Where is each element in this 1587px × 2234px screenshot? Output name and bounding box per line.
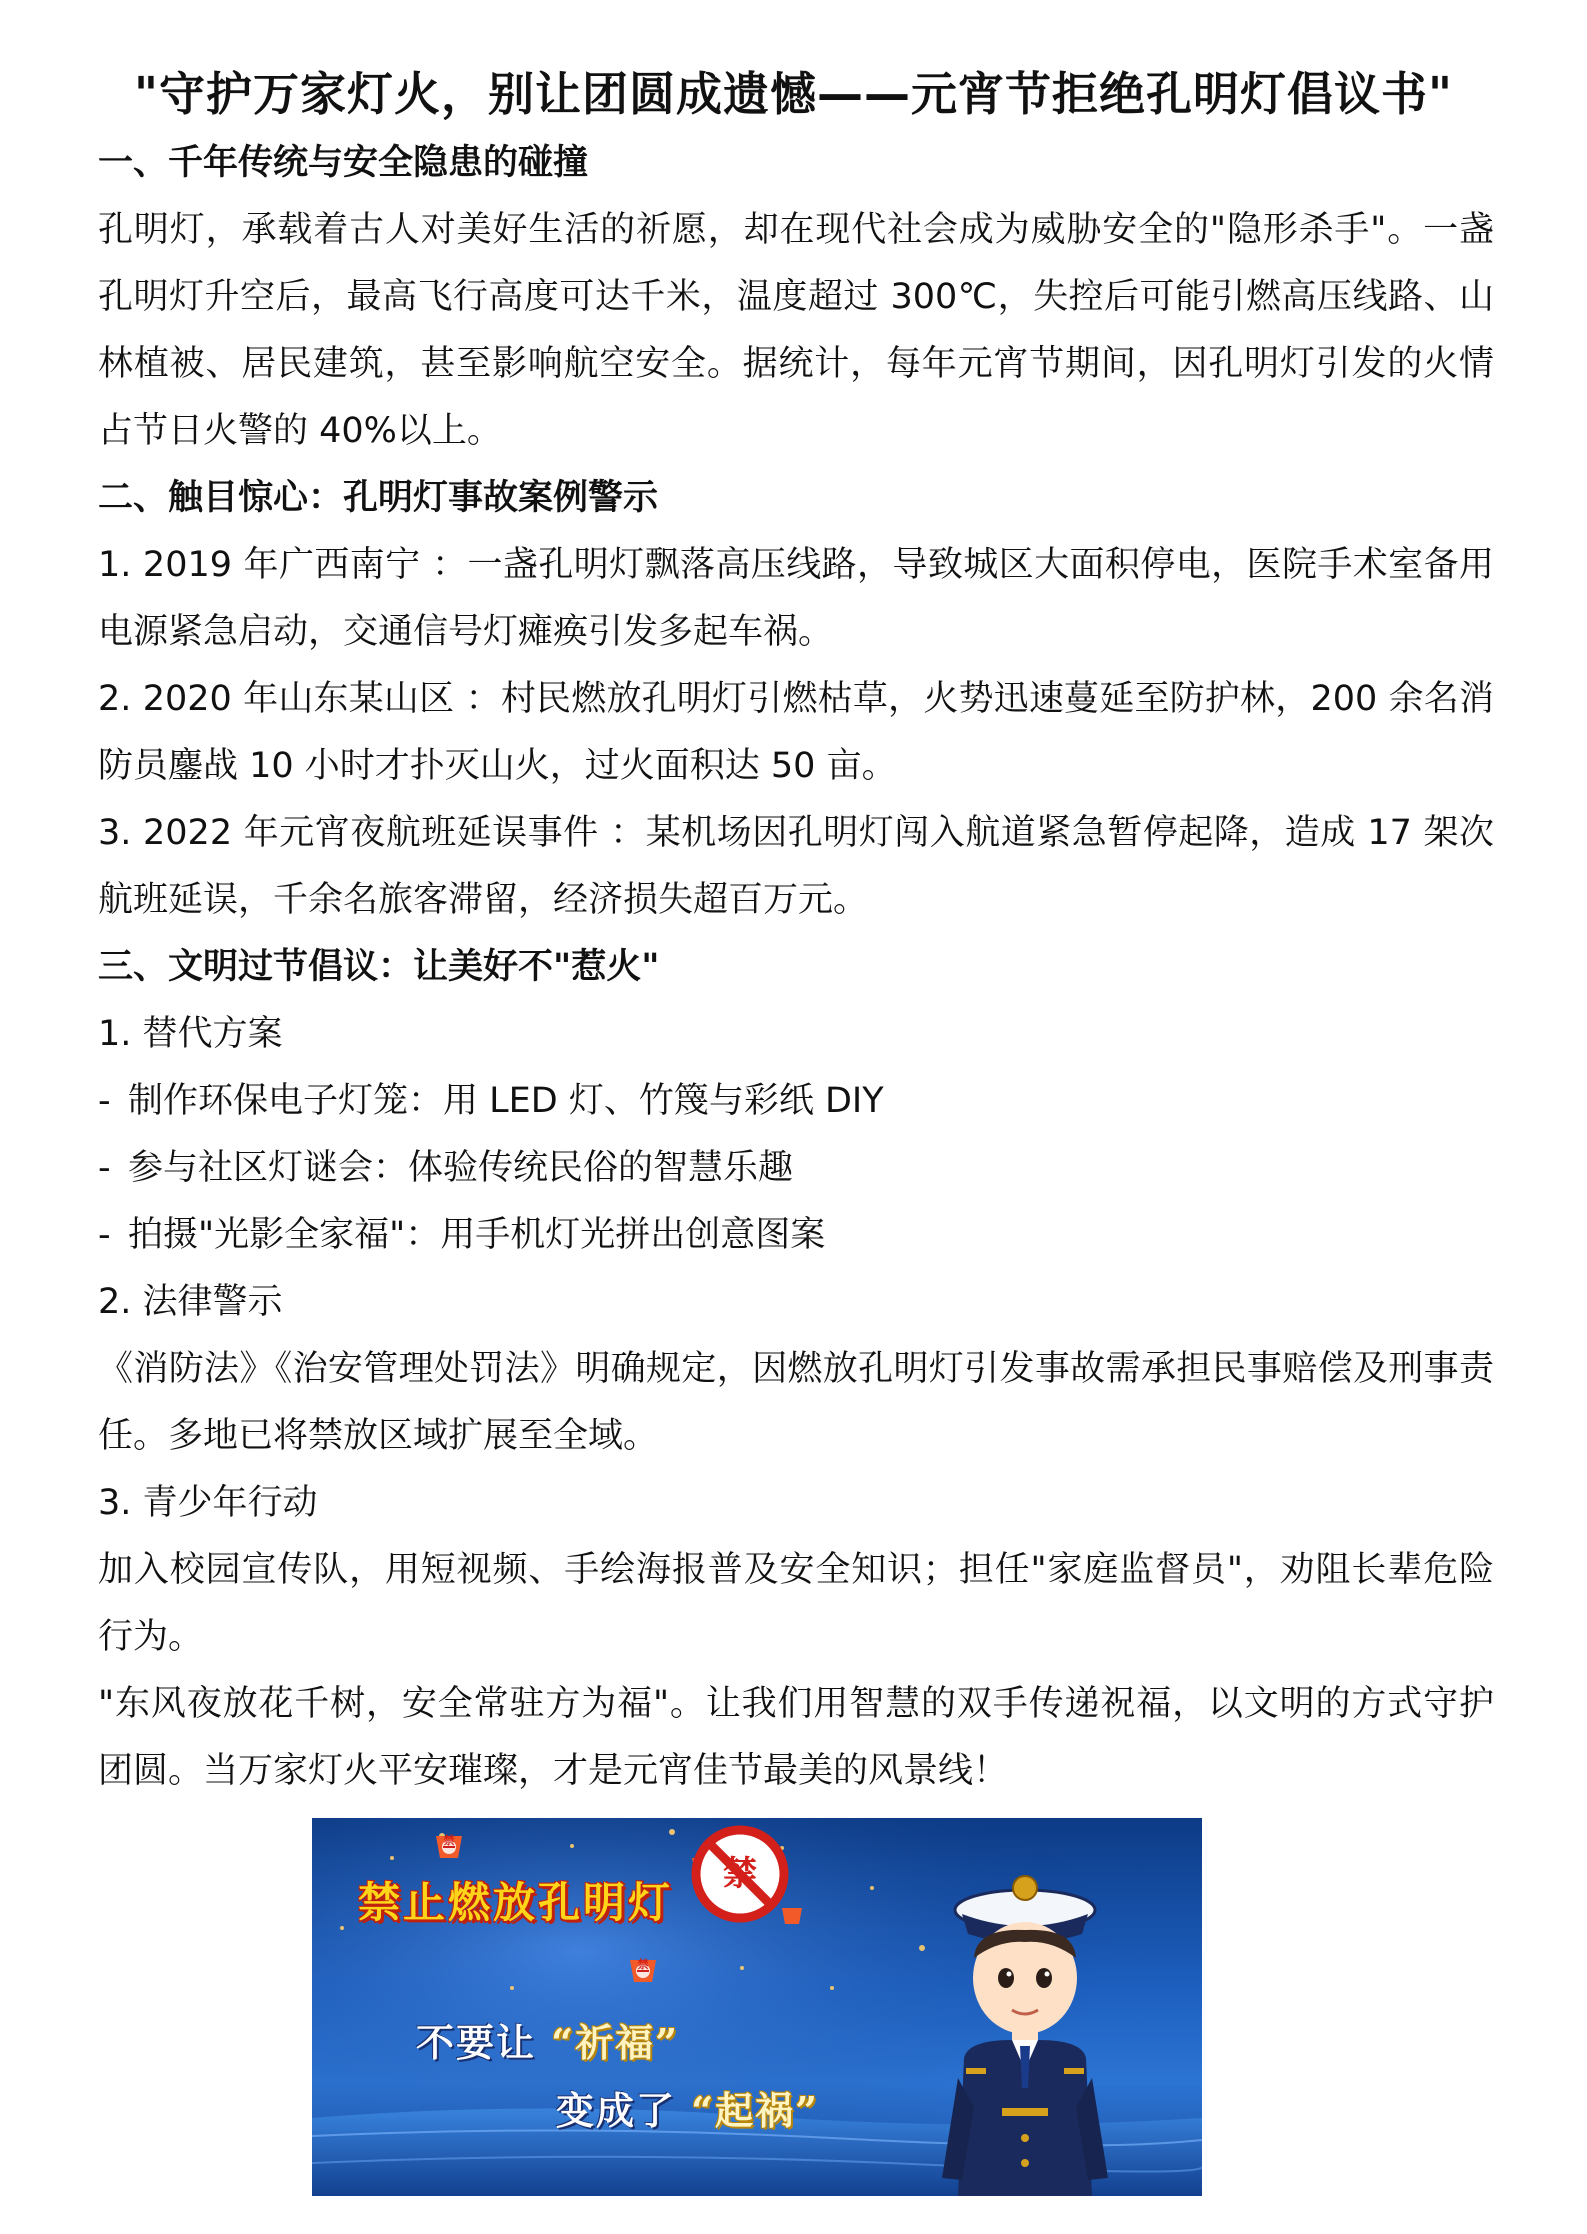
list-item-text: 制作环保电子灯笼：用 LED 灯、竹篾与彩纸 DIY xyxy=(128,1081,884,1121)
poster-headline: 禁止燃放孔明灯 xyxy=(358,1878,674,1927)
paragraph: 1. 2019 年广西南宁 ：一盏孔明灯飘落高压线路，导致城区大面积停电，医院手术室备用电源紧急启动，交通信号灯瘫痪引发多起车祸。 xyxy=(98,545,1494,652)
paragraph: 孔明灯，承载着古人对美好生活的祈愿，却在现代社会成为威胁安全的"隐形杀手"。一盏孔明灯升空后，最高飞行高度可达千米，温度超过 300℃，失控后可能引燃高压线路、山林植被、居民建筑，甚至影响航空安全。据统计，每年元宵节期间，因孔明灯引发的火情占节日火警的 40%以上。 xyxy=(98,210,1494,451)
paragraph: "东风夜放花千树，安全常驻方为福"。让我们用智慧的双手传递祝福，以文明的方式守护团圆。当万家灯火平安璀璨，才是元宵佳节最美的风景线！ xyxy=(98,1684,1494,1791)
paragraph: 1. 替代方案 xyxy=(98,1014,283,1054)
slogan-quote: “祈福” xyxy=(551,2020,679,2065)
list-bullet: - xyxy=(98,1148,111,1188)
paragraph: 2. 法律警示 xyxy=(98,1282,283,1322)
list-item xyxy=(98,1068,1494,1135)
list-item xyxy=(98,1135,1494,1202)
lantern-text: 禁 xyxy=(637,1958,649,1971)
document-body xyxy=(98,130,1494,1805)
section-heading: 三、文明过节倡议：让美好不"惹火" xyxy=(98,947,660,987)
list-bullet: - xyxy=(98,1215,111,1255)
section-heading: 一、千年传统与安全隐患的碰撞 xyxy=(98,143,589,183)
slogan-prefix: 变成了 xyxy=(556,2088,677,2133)
sky-lantern-icon xyxy=(782,1908,802,1924)
section-heading: 二、触目惊心：孔明灯事故案例警示 xyxy=(98,478,659,518)
paragraph: 3. 2022 年元宵夜航班延误事件 ：某机场因孔明灯闯入航道紧急暂停起降，造成 17 架次航班延误，千余名旅客滞留，经济损失超百万元。 xyxy=(98,813,1494,920)
paragraph: 《消防法》《治安管理处罚法》明确规定，因燃放孔明灯引发事故需承担民事赔偿及刑事责任。多地已将禁放区域扩展至全域。 xyxy=(98,1349,1494,1456)
list-item-text: 拍摄"光影全家福"：用手机灯光拼出创意图案 xyxy=(128,1215,826,1255)
paragraph: 加入校园宣传队，用短视频、手绘海报普及安全知识；担任"家庭监督员"，劝阻长辈危险行为。 xyxy=(98,1550,1494,1657)
list-item-text: 参与社区灯谜会：体验传统民俗的智慧乐趣 xyxy=(128,1148,794,1188)
list-item xyxy=(98,1202,1494,1269)
poster-image xyxy=(312,1818,1202,2196)
paragraph: 2. 2020 年山东某山区 ：村民燃放孔明灯引燃枯草，火势迅速蔓延至防护林，200 余名消防员鏖战 10 小时才扑灭山火，过火面积达 50 亩。 xyxy=(98,679,1494,786)
prohibition-sign-text: 禁 xyxy=(723,1854,757,1894)
lantern-text: 禁 xyxy=(443,1834,455,1847)
poster-slogan-line-1 xyxy=(416,2012,679,2067)
slogan-prefix: 不要让 xyxy=(416,2020,537,2065)
slogan-quote: “起祸” xyxy=(691,2088,819,2133)
paragraph: 3. 青少年行动 xyxy=(98,1483,318,1523)
document-title: "守护万家灯火，别让团圆成遗憾——元宵节拒绝孔明灯倡议书" xyxy=(134,67,1453,121)
list-bullet: - xyxy=(98,1081,111,1121)
poster-slogan-line-2 xyxy=(556,2080,819,2135)
